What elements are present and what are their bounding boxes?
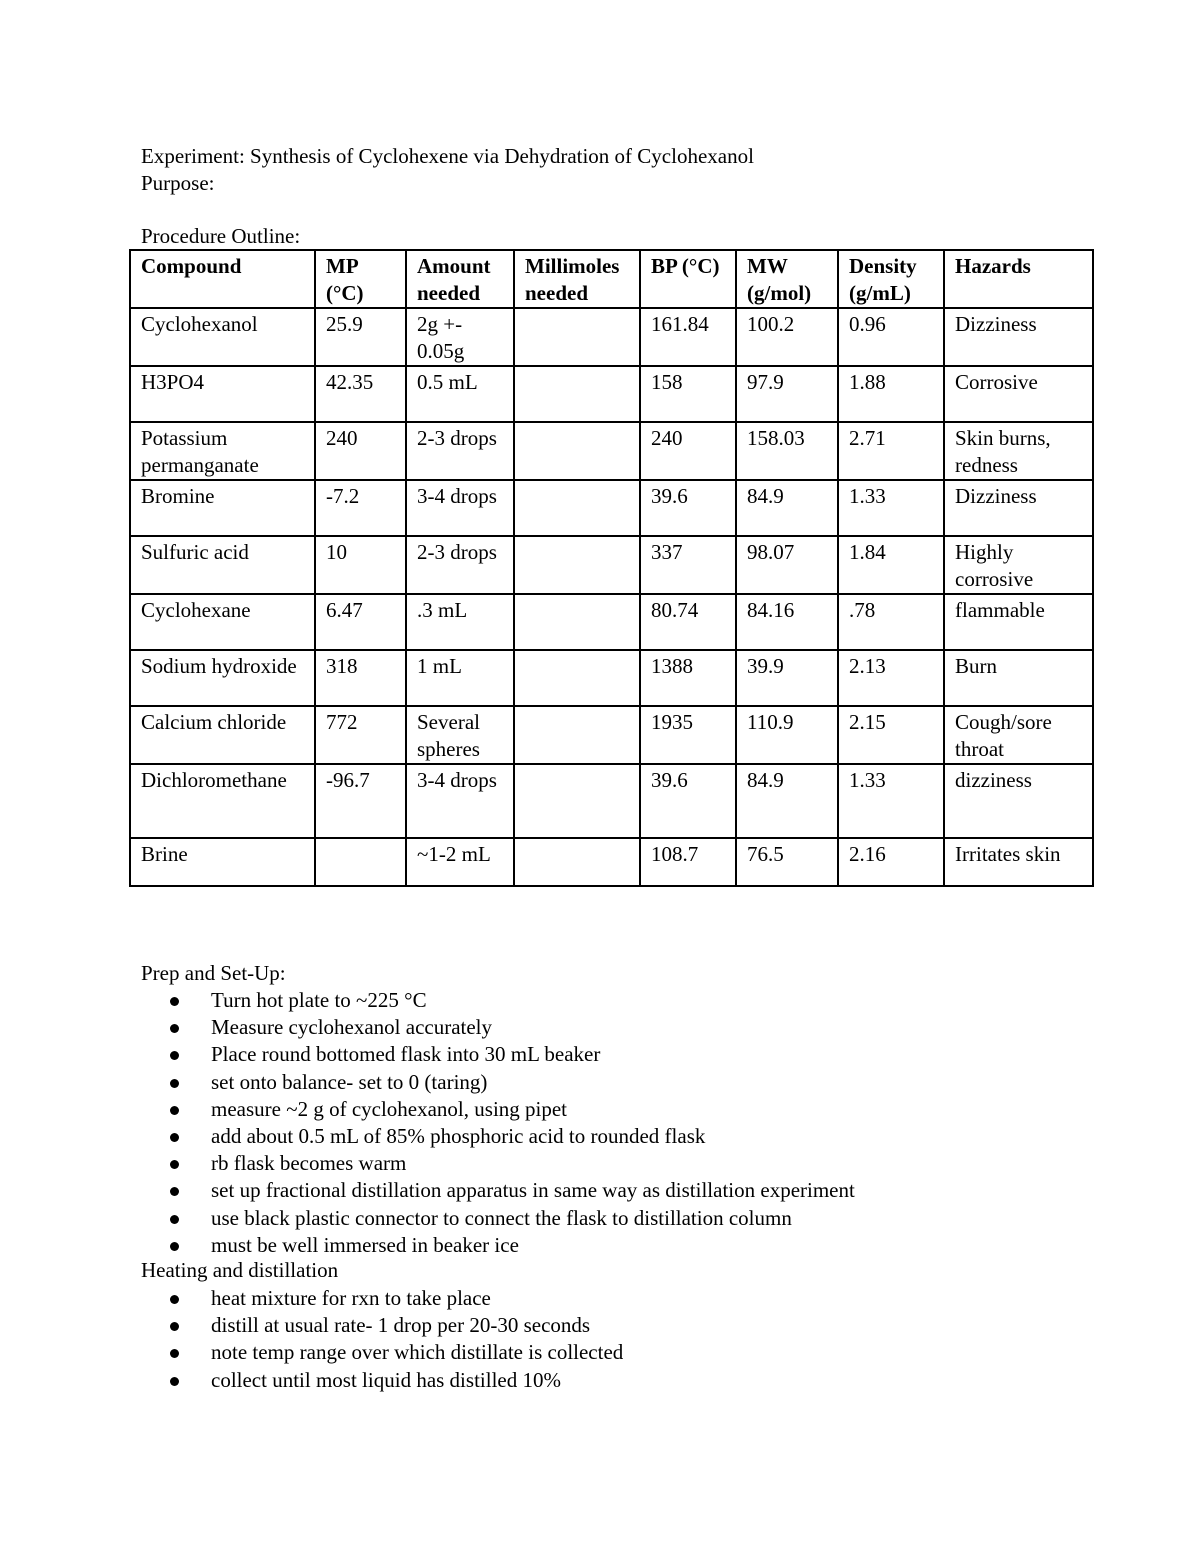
table-cell: Cyclohexane bbox=[130, 594, 315, 650]
table-cell: 100.2 bbox=[736, 308, 838, 366]
table-cell: 2.15 bbox=[838, 706, 944, 764]
table-cell: .3 mL bbox=[406, 594, 514, 650]
table-cell: H3PO4 bbox=[130, 366, 315, 422]
table-cell: 1.84 bbox=[838, 536, 944, 594]
table-cell: 110.9 bbox=[736, 706, 838, 764]
table-cell: ~1-2 mL bbox=[406, 838, 514, 886]
column-header: BP (°C) bbox=[640, 250, 736, 308]
table-header-row bbox=[130, 250, 1093, 308]
table-cell: 1.33 bbox=[838, 764, 944, 838]
table-cell: 76.5 bbox=[736, 838, 838, 886]
table-cell: 2-3 drops bbox=[406, 422, 514, 480]
table-cell: 108.7 bbox=[640, 838, 736, 886]
table-cell bbox=[514, 480, 640, 536]
list-item: Measure cyclohexanol accurately bbox=[170, 1014, 855, 1041]
table-cell: 1 mL bbox=[406, 650, 514, 706]
procedure-outline-label: Procedure Outline: bbox=[141, 224, 301, 248]
table-row bbox=[130, 480, 1093, 536]
column-header: MP (°C) bbox=[315, 250, 406, 308]
list-item: measure ~2 g of cyclohexanol, using pipet bbox=[170, 1096, 855, 1123]
list-item: add about 0.5 mL of 85% phosphoric acid to rounded flask bbox=[170, 1123, 855, 1150]
column-header: Millimoles needed bbox=[514, 250, 640, 308]
table-cell: 1.88 bbox=[838, 366, 944, 422]
column-header: MW (g/mol) bbox=[736, 250, 838, 308]
table-cell: 0.5 mL bbox=[406, 366, 514, 422]
table-cell bbox=[514, 308, 640, 366]
compound-table bbox=[129, 249, 1094, 887]
table-cell: Corrosive bbox=[944, 366, 1093, 422]
table-cell: 39.6 bbox=[640, 480, 736, 536]
table-row bbox=[130, 308, 1093, 366]
table-cell: Burn bbox=[944, 650, 1093, 706]
table-cell: Dichloromethane bbox=[130, 764, 315, 838]
prep-heading: Prep and Set-Up: bbox=[141, 961, 286, 985]
table-cell: Irritates skin bbox=[944, 838, 1093, 886]
list-item: Place round bottomed flask into 30 mL beaker bbox=[170, 1041, 855, 1068]
table-cell: 1388 bbox=[640, 650, 736, 706]
experiment-title: Experiment: Synthesis of Cyclohexene via Dehydration of Cyclohexanol bbox=[141, 144, 754, 168]
table-cell: 2g +- 0.05g bbox=[406, 308, 514, 366]
list-item: distill at usual rate- 1 drop per 20-30 seconds bbox=[170, 1312, 623, 1339]
table-cell: Dizziness bbox=[944, 308, 1093, 366]
table-cell: Sodium hydroxide bbox=[130, 650, 315, 706]
table-cell: 318 bbox=[315, 650, 406, 706]
table-cell bbox=[514, 366, 640, 422]
table-cell bbox=[514, 650, 640, 706]
list-item: note temp range over which distillate is collected bbox=[170, 1339, 623, 1366]
table-cell: -7.2 bbox=[315, 480, 406, 536]
table-cell: dizziness bbox=[944, 764, 1093, 838]
table-cell bbox=[514, 536, 640, 594]
table-cell: 161.84 bbox=[640, 308, 736, 366]
table-cell: Sulfuric acid bbox=[130, 536, 315, 594]
table-cell: 39.6 bbox=[640, 764, 736, 838]
table-cell: Dizziness bbox=[944, 480, 1093, 536]
table-cell: 2.16 bbox=[838, 838, 944, 886]
table-cell: 2-3 drops bbox=[406, 536, 514, 594]
table-cell: 772 bbox=[315, 706, 406, 764]
table-cell: 98.07 bbox=[736, 536, 838, 594]
table-cell bbox=[514, 838, 640, 886]
table-cell: Potassium permanganate bbox=[130, 422, 315, 480]
table-cell: 84.9 bbox=[736, 764, 838, 838]
table-cell: .78 bbox=[838, 594, 944, 650]
table-cell: flammable bbox=[944, 594, 1093, 650]
table-cell: Calcium chloride bbox=[130, 706, 315, 764]
list-item: must be well immersed in beaker ice bbox=[170, 1232, 855, 1259]
column-header: Hazards bbox=[944, 250, 1093, 308]
table-cell: 97.9 bbox=[736, 366, 838, 422]
table-row bbox=[130, 650, 1093, 706]
table-cell: 2.71 bbox=[838, 422, 944, 480]
list-item: Turn hot plate to ~225 °C bbox=[170, 987, 855, 1014]
table-row bbox=[130, 422, 1093, 480]
table-cell bbox=[514, 764, 640, 838]
table-cell: 84.16 bbox=[736, 594, 838, 650]
table-cell: 84.9 bbox=[736, 480, 838, 536]
table-row bbox=[130, 706, 1093, 764]
table-cell: 158 bbox=[640, 366, 736, 422]
table-cell: 1935 bbox=[640, 706, 736, 764]
column-header: Density (g/mL) bbox=[838, 250, 944, 308]
table-cell: 240 bbox=[640, 422, 736, 480]
table-cell: Highly corrosive bbox=[944, 536, 1093, 594]
table-row bbox=[130, 764, 1093, 838]
table-cell: 1.33 bbox=[838, 480, 944, 536]
table-cell: Skin burns, redness bbox=[944, 422, 1093, 480]
table-cell: 0.96 bbox=[838, 308, 944, 366]
table-cell: 240 bbox=[315, 422, 406, 480]
table-cell: Several spheres bbox=[406, 706, 514, 764]
table-cell bbox=[514, 706, 640, 764]
table-cell bbox=[315, 838, 406, 886]
list-item: set onto balance- set to 0 (taring) bbox=[170, 1069, 855, 1096]
table-cell: 25.9 bbox=[315, 308, 406, 366]
table-cell: 42.35 bbox=[315, 366, 406, 422]
table-cell: 10 bbox=[315, 536, 406, 594]
table-cell: -96.7 bbox=[315, 764, 406, 838]
table-cell bbox=[514, 594, 640, 650]
table-row bbox=[130, 838, 1093, 886]
list-item: rb flask becomes warm bbox=[170, 1150, 855, 1177]
table-cell: 6.47 bbox=[315, 594, 406, 650]
column-header: Compound bbox=[130, 250, 315, 308]
table-cell: Cough/sore throat bbox=[944, 706, 1093, 764]
table-cell: 3-4 drops bbox=[406, 480, 514, 536]
list-item: heat mixture for rxn to take place bbox=[170, 1285, 623, 1312]
table-cell: 158.03 bbox=[736, 422, 838, 480]
prep-list bbox=[170, 987, 855, 1259]
table-cell bbox=[514, 422, 640, 480]
table-cell: Bromine bbox=[130, 480, 315, 536]
table-cell: 39.9 bbox=[736, 650, 838, 706]
heating-list bbox=[170, 1285, 623, 1394]
column-header: Amount needed bbox=[406, 250, 514, 308]
table-cell: 337 bbox=[640, 536, 736, 594]
table-cell: Brine bbox=[130, 838, 315, 886]
table-cell: Cyclohexanol bbox=[130, 308, 315, 366]
heating-heading: Heating and distillation bbox=[141, 1258, 339, 1282]
table-row bbox=[130, 594, 1093, 650]
list-item: use black plastic connector to connect the flask to distillation column bbox=[170, 1205, 855, 1232]
table-row bbox=[130, 536, 1093, 594]
purpose-label: Purpose: bbox=[141, 171, 215, 195]
table-cell: 3-4 drops bbox=[406, 764, 514, 838]
list-item: set up fractional distillation apparatus in same way as distillation experiment bbox=[170, 1177, 855, 1204]
table-row bbox=[130, 366, 1093, 422]
table-cell: 80.74 bbox=[640, 594, 736, 650]
table-cell: 2.13 bbox=[838, 650, 944, 706]
list-item: collect until most liquid has distilled 10% bbox=[170, 1367, 623, 1394]
